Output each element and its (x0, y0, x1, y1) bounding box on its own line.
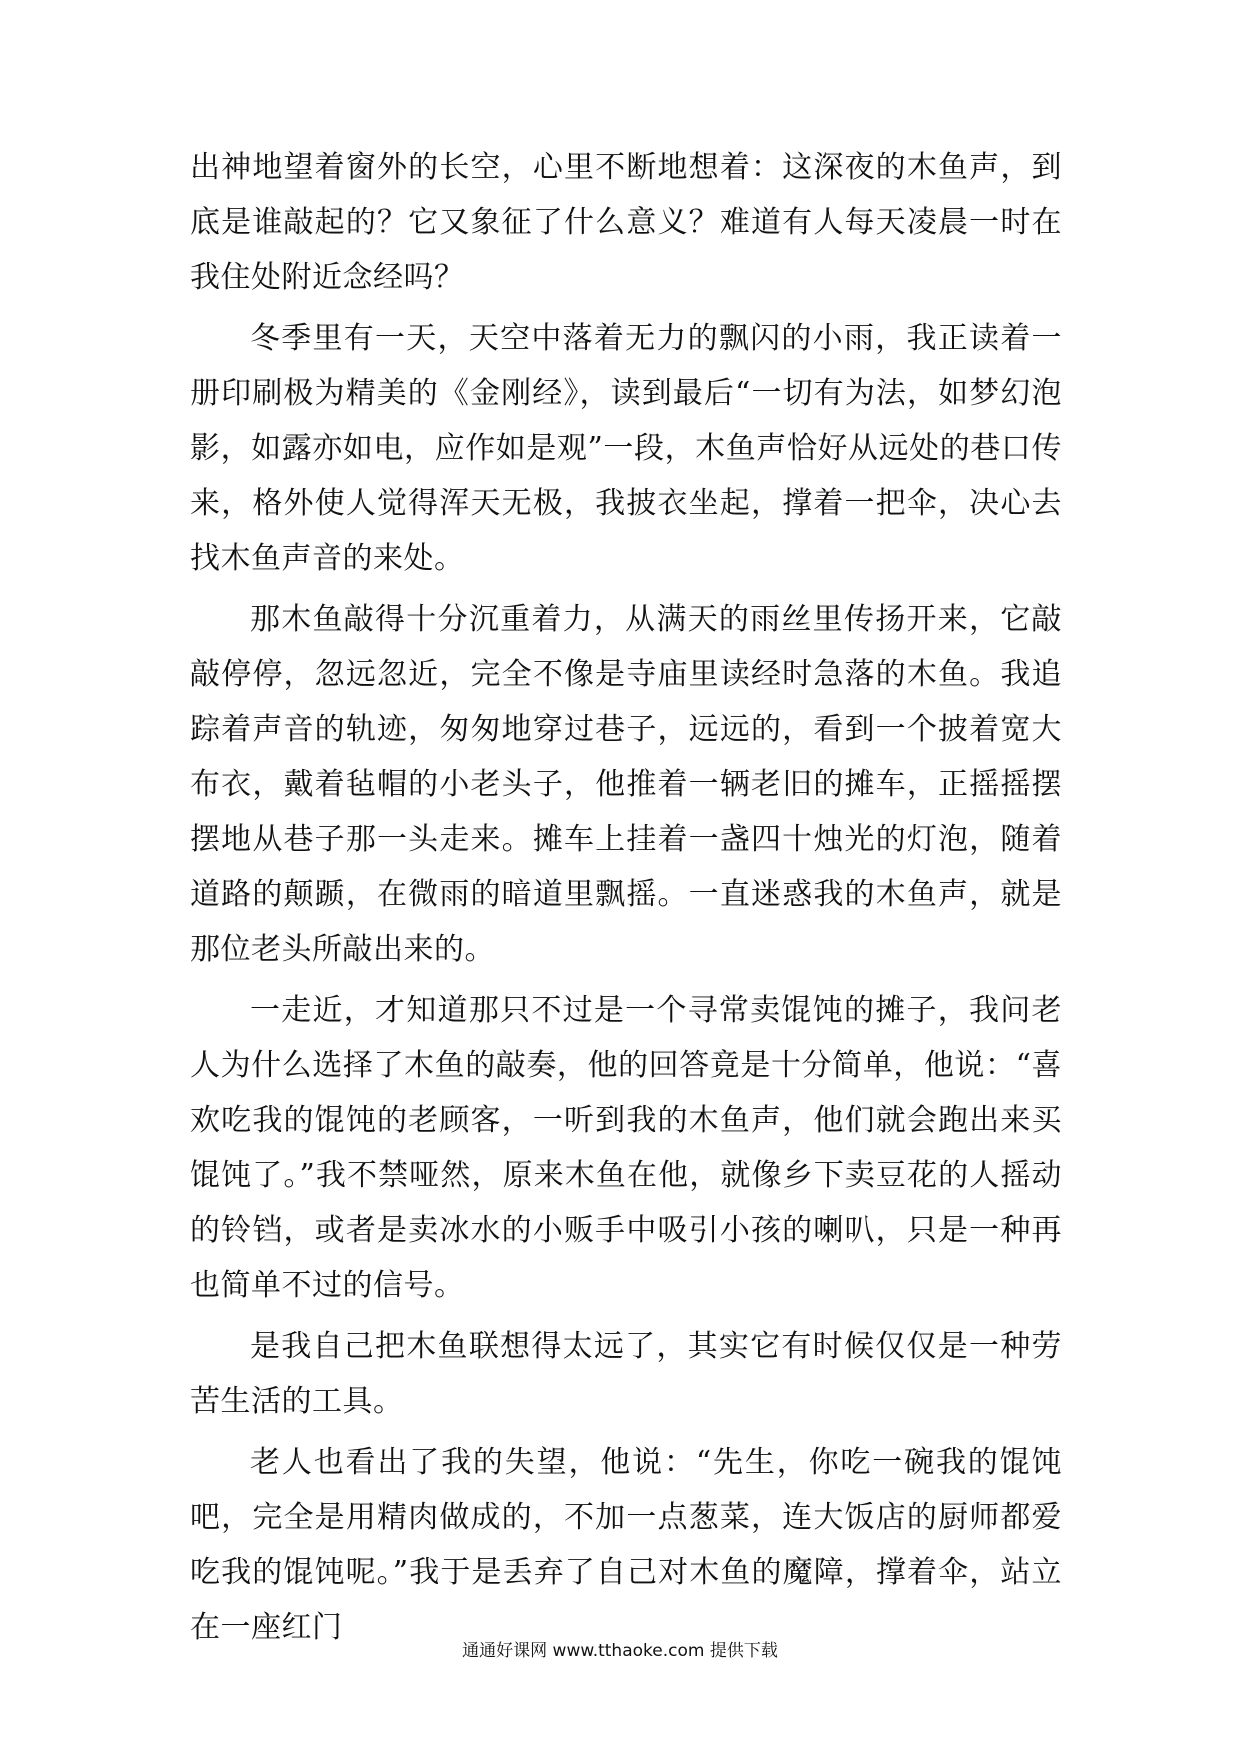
paragraph-1: 出神地望着窗外的长空，心里不断地想着：这深夜的木鱼声，到底是谁敲起的？它又象征了什么意义？难道有人每天凌晨一时在我住处附近念经吗？ (190, 150, 1062, 295)
paragraph-6: 老人也看出了我的失望，他说：“先生，你吃一碗我的馄饨吧，完全是用精肉做成的，不加一点葱菜，连大饭店的厨师都爱吃我的馄饨呢。”我于是丢弃了自己对木鱼的魔障，撑着伞，站立在一座红门 (190, 1445, 1062, 1645)
paragraph-3: 那木鱼敲得十分沉重着力，从满天的雨丝里传扬开来，它敲敲停停，忽远忽近，完全不像是寺庙里读经时急落的木鱼。我追踪着声音的轨迹，匆匆地穿过巷子，远远的，看到一个披着宽大布衣，戴着毡帽的小老头子，他推着一辆老旧的摊车，正摇摇摆摆地从巷子那一头走来。摊车上挂着一盏四十烛光的灯泡，随着道路的颠踬，在微雨的暗道里飘摇。一直迷惑我的木鱼声，就是那位老头所敲出来的。 (190, 602, 1062, 967)
paragraph-4: 一走近，才知道那只不过是一个寻常卖馄饨的摊子，我问老人为什么选择了木鱼的敲奏，他的回答竟是十分简单，他说：“喜欢吃我的馄饨的老顾客，一听到我的木鱼声，他们就会跑出来买馄饨了。”我不禁哑然，原来木鱼在他，就像乡下卖豆花的人摇动的铃铛，或者是卖冰水的小贩手中吸引小孩的喇叭，只是一种再也简单不过的信号。 (190, 993, 1062, 1303)
page-footer: 通通好课网 www.tthaoke.com 提供下载 (462, 1641, 778, 1661)
paragraph-2: 冬季里有一天，天空中落着无力的飘闪的小雨，我正读着一册印刷极为精美的《金刚经》，读到最后“一切有为法，如梦幻泡影，如露亦如电，应作如是观”一段，木鱼声恰好从远处的巷口传来，格外使人觉得浑天无极，我披衣坐起，撑着一把伞，决心去找木鱼声音的来处。 (190, 321, 1062, 576)
paragraph-5: 是我自己把木鱼联想得太远了，其实它有时候仅仅是一种劳苦生活的工具。 (190, 1329, 1062, 1419)
article-body (190, 140, 1062, 1661)
